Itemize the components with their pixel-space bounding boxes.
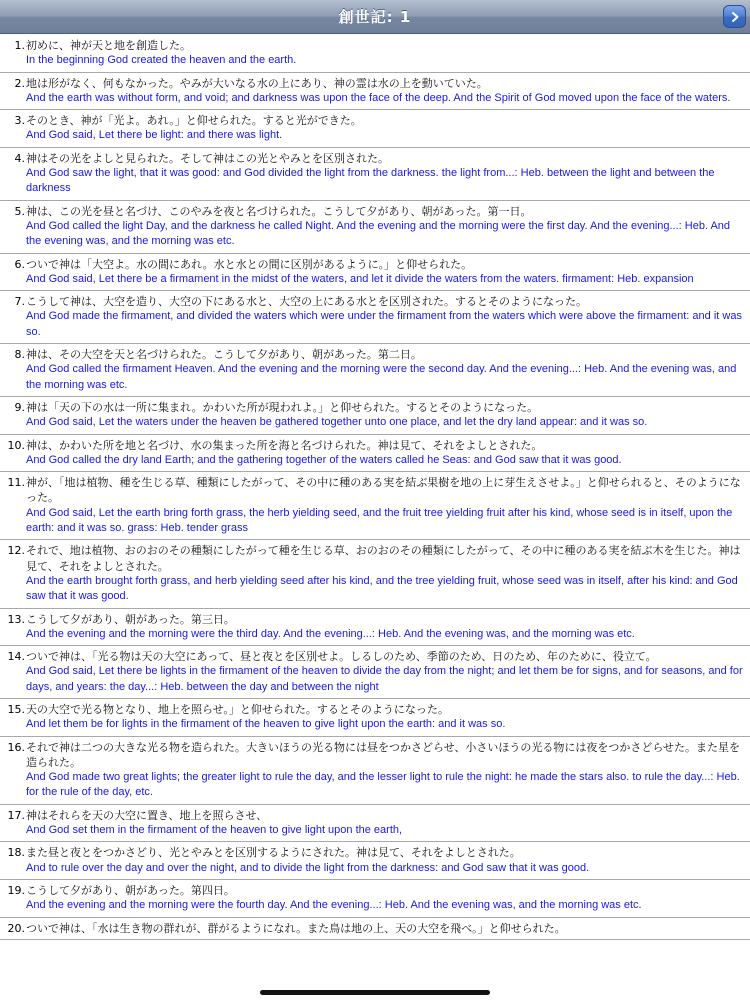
verse-row[interactable] bbox=[0, 435, 750, 473]
verse-text bbox=[26, 543, 744, 604]
verse-number: 17. bbox=[7, 808, 25, 822]
verse-japanese: ついで神は「大空よ。水の間にあれ。水と水との間に区別があるように。」と仰せられた。 bbox=[26, 257, 473, 271]
verse-english: And God said, Let there be a firmament in the midst of the waters, and let it divide the waters from the waters. firmament: Heb. expansion bbox=[26, 272, 694, 285]
verse-japanese: それで神は二つの大きな光る物を造られた。大きいほうの光る物には昼をつかさどらせ、小さいほうの光る物には夜をつかさどらせた。また星を造られた。 bbox=[26, 740, 741, 769]
verse-text bbox=[26, 649, 744, 695]
verse-text bbox=[26, 113, 744, 144]
verse-english: And God made the firmament, and divided the waters which were under the firmament from the waters which were above the firmament: and it was so. bbox=[26, 310, 742, 338]
verse-number: 1. bbox=[14, 39, 25, 52]
verse-japanese: こうして夕があり、朝があった。第四日。 bbox=[26, 883, 235, 897]
verse-number: 3. bbox=[14, 114, 25, 128]
verse-row[interactable] bbox=[0, 540, 750, 608]
verse-row[interactable] bbox=[0, 201, 750, 254]
verse-number: 7. bbox=[14, 295, 25, 309]
verse-japanese: こうして夕があり、朝があった。第三日。 bbox=[26, 612, 235, 626]
verse-english: And God said, Let there be lights in the firmament of the heaven to divide the day from the night; and let them be for signs, and for seasons, and for days, and years: the day...: Heb. between the day and between the night bbox=[26, 665, 743, 693]
verse-english: And God made two great lights; the greater light to rule the day, and the lesser light to rule the night: he made the stars also. to rule the day...: Heb. for the rule of the day, etc. bbox=[26, 771, 740, 799]
verse-row[interactable] bbox=[0, 805, 750, 843]
verse-row[interactable] bbox=[0, 73, 750, 111]
verse-number: 20. bbox=[7, 921, 25, 935]
verse-number: 9. bbox=[14, 400, 25, 414]
verse-row[interactable] bbox=[0, 254, 750, 292]
verse-row[interactable] bbox=[0, 110, 750, 148]
verse-text bbox=[26, 204, 744, 250]
verse-japanese: 地は形がなく、何もなかった。やみが大いなる水の上にあり、神の霊は水の上を動いていた。 bbox=[26, 76, 488, 90]
verse-english: And God called the firmament Heaven. And the evening and the morning were the second day. And the evening...: Heb. And the evening was, and the morning was etc. bbox=[26, 363, 737, 391]
verse-japanese: そのとき、神が「光よ。あれ。」と仰せられた。すると光ができた。 bbox=[26, 114, 362, 128]
verse-number: 16. bbox=[7, 740, 25, 754]
verse-english: In the beginning God created the heaven and the earth. bbox=[26, 54, 297, 67]
verse-number: 2. bbox=[14, 76, 25, 90]
home-indicator[interactable] bbox=[260, 990, 490, 995]
verse-row[interactable] bbox=[0, 291, 750, 344]
verse-row[interactable] bbox=[0, 344, 750, 397]
verse-row[interactable] bbox=[0, 397, 750, 435]
verse-japanese: 神は、かわいた所を地と名づけ、水の集まった所を海と名づけられた。神は見て、それをよしとされた。 bbox=[26, 438, 543, 452]
verse-japanese: 神はその光をよしと見られた。そして神はこの光とやみとを区別された。 bbox=[26, 151, 389, 165]
verse-number: 5. bbox=[14, 204, 25, 218]
verse-english: And God saw the light, that it was good: and God divided the light from the darkness. the light from...: Heb. between the light and between the darkness bbox=[26, 167, 715, 195]
verse-number: 12. bbox=[7, 544, 25, 558]
verse-english: And to rule over the day and over the night, and to divide the light from the darkness: and God saw that it was good. bbox=[26, 861, 590, 874]
verse-text bbox=[26, 808, 744, 839]
verse-japanese: 神は、その大空を天と名づけられた。こうして夕があり、朝があった。第二日。 bbox=[26, 348, 422, 362]
verse-number: 8. bbox=[14, 348, 25, 362]
verse-japanese: 神が、「地は植物、種を生じる草、種類にしたがって、その中に種のある実を結ぶ果樹を地の上に芽生えさせよ。」と仰せられると、そのようになった。 bbox=[26, 476, 741, 505]
verse-japanese: 天の大空で光る物となり、地上を照らせ。」と仰せられた。するとそのようになった。 bbox=[26, 702, 449, 716]
verse-number: 11. bbox=[7, 476, 25, 490]
verse-english: And God said, Let there be light: and there was light. bbox=[26, 129, 283, 142]
verse-text bbox=[26, 76, 744, 107]
verse-text bbox=[26, 257, 744, 288]
verse-number: 19. bbox=[7, 883, 25, 897]
verse-english: And God said, Let the earth bring forth grass, the herb yielding seed, and the fruit tree yielding fruit after his kind, whose seed is in itself, upon the earth: and it was so. grass: Heb. tender grass bbox=[26, 506, 733, 535]
verse-list[interactable] bbox=[0, 35, 750, 1000]
verse-text bbox=[26, 845, 744, 876]
verse-english: And the earth was without form, and void; and darkness was upon the face of the deep. And the Spirit of God moved upon the face of the waters. bbox=[26, 91, 731, 104]
verse-row[interactable] bbox=[0, 842, 750, 880]
verse-number: 13. bbox=[7, 612, 25, 626]
verse-text bbox=[26, 921, 744, 936]
verse-japanese: 神はそれらを天の大空に置き、地上を照らさせ、 bbox=[26, 808, 268, 822]
verse-text bbox=[26, 38, 744, 69]
verse-number: 4. bbox=[14, 151, 25, 165]
chevron-right-icon bbox=[729, 11, 741, 23]
verse-english: And the earth brought forth grass, and herb yielding seed after his kind, and the tree yielding fruit, whose seed was in itself, after his kind: and God saw that it was good. bbox=[26, 574, 738, 603]
verse-row[interactable] bbox=[0, 880, 750, 918]
verse-row[interactable] bbox=[0, 699, 750, 737]
verse-number: 10. bbox=[7, 438, 25, 452]
next-chapter-button[interactable] bbox=[723, 5, 746, 28]
verse-text bbox=[26, 294, 744, 340]
verse-text bbox=[26, 702, 744, 733]
verse-number: 18. bbox=[7, 846, 25, 860]
verse-row[interactable] bbox=[0, 148, 750, 201]
verse-japanese: 神は「天の下の水は一所に集まれ。かわいた所が現われよ。」と仰せられた。するとそのようになった。 bbox=[26, 400, 539, 414]
verse-japanese: ついで神は、「光る物は天の大空にあって、昼と夜とを区別せよ。しるしのため、季節のため、日のため、年のために、役立て。 bbox=[26, 650, 657, 664]
navigation-bar bbox=[0, 0, 750, 34]
verse-row[interactable] bbox=[0, 472, 750, 540]
verse-row[interactable] bbox=[0, 609, 750, 647]
verse-row[interactable] bbox=[0, 35, 750, 73]
verse-english: And God called the light Day, and the darkness he called Night. And the evening and the morning were the first day. And the evening...: Heb. And the evening was, and the morning was etc. bbox=[26, 219, 731, 248]
verse-text bbox=[26, 612, 744, 643]
verse-english: And God set them in the firmament of the heaven to give light upon the earth, bbox=[26, 824, 403, 837]
verse-english: And let them be for lights in the firmament of the heaven to give light upon the earth: and it was so. bbox=[26, 718, 506, 731]
verse-text bbox=[26, 740, 744, 801]
verse-japanese: こうして神は、大空を造り、大空の下にある水と、大空の上にある水とを区別された。するとそのようになった。 bbox=[26, 295, 587, 309]
verse-row[interactable] bbox=[0, 918, 750, 940]
verse-text bbox=[26, 347, 744, 393]
verse-row[interactable] bbox=[0, 646, 750, 699]
verse-japanese: それで、地は植物、おのおのその種類にしたがって種を生じる草、おのおのその種類にしたがって、その中に種のある実を結ぶ木を生じた。神は見て、それをよしとされた。 bbox=[26, 544, 741, 573]
verse-number: 6. bbox=[14, 257, 25, 271]
verse-row[interactable] bbox=[0, 737, 750, 805]
verse-japanese: 神は、この光を昼と名づけ、このやみを夜と名づけられた。こうして夕があり、朝があった。第一日。 bbox=[26, 204, 532, 218]
verse-number: 15. bbox=[7, 702, 25, 716]
page-title: 創世記: 1 bbox=[338, 8, 412, 26]
verse-japanese: ついで神は、「水は生き物の群れが、群がるようになれ。また鳥は地の上、天の大空を飛べ。」と仰せられた。 bbox=[26, 921, 566, 935]
verse-text bbox=[26, 438, 744, 469]
verse-english: And God called the dry land Earth; and the gathering together of the waters called he Seas: and God saw that it was good. bbox=[26, 453, 622, 466]
verse-text bbox=[26, 475, 744, 536]
verse-english: And God said, Let the waters under the heaven be gathered together unto one place, and let the dry land appear: and it was so. bbox=[26, 416, 648, 429]
verse-japanese: 初めに、神が天と地を創造した。 bbox=[26, 39, 191, 52]
verse-text bbox=[26, 151, 744, 197]
verse-number: 14. bbox=[7, 650, 25, 664]
verse-text bbox=[26, 883, 744, 914]
verse-text bbox=[26, 400, 744, 431]
verse-english: And the evening and the morning were the third day. And the evening...: Heb. And the evening was, and the morning was etc. bbox=[26, 627, 635, 640]
verse-english: And the evening and the morning were the fourth day. And the evening...: Heb. And the evening was, and the morning was etc. bbox=[26, 899, 642, 912]
verse-japanese: また昼と夜とをつかさどり、光とやみとを区別するようにされた。神は見て、それをよしとされた。 bbox=[26, 846, 521, 860]
